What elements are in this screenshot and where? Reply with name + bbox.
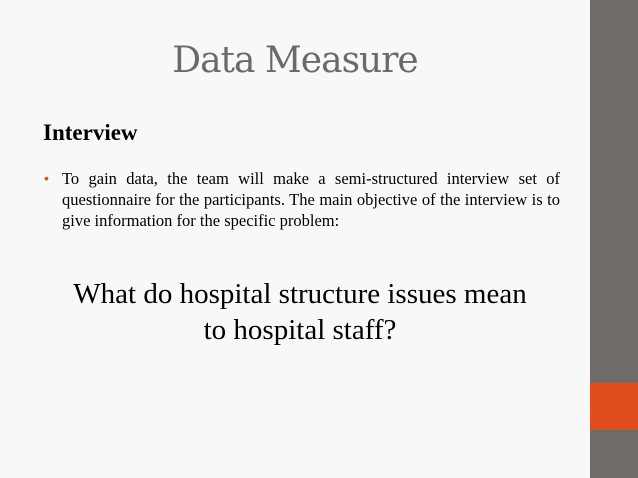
bullet-text: To gain data, the team will make a semi-structured interview set of questionnaire for the participants. The main objective of the interview is to give information for the specific problem: <box>62 169 560 230</box>
section-heading: Interview <box>43 120 138 145</box>
key-question-line-1: What do hospital structure issues mean <box>73 278 527 310</box>
side-accent-block <box>590 383 638 430</box>
key-question <box>20 276 580 348</box>
bullet-item <box>44 168 560 231</box>
slide-title: Data Measure <box>172 40 418 81</box>
key-question-line-2: to hospital staff? <box>203 314 397 346</box>
bullet-list <box>44 168 560 231</box>
bullet-marker-icon: • <box>44 170 49 186</box>
